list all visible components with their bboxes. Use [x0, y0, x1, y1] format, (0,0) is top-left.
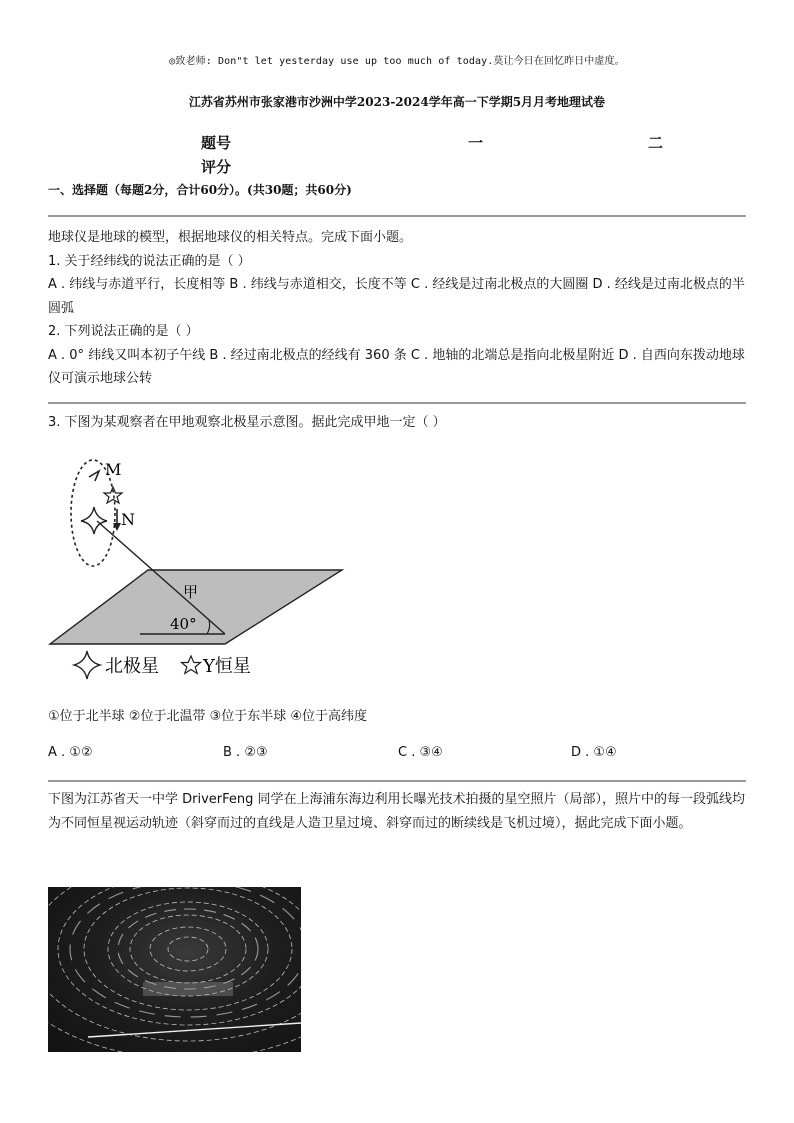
q1-options: A . 纬线与赤道平行，长度相等 B . 纬线与赤道相交，长度不等 C . 经线是过南北极点的大圆圈 D . 经线是过南北极点的半圆弧 — [48, 277, 745, 316]
q2-stem: 2. 下列说法正确的是（ ） — [48, 324, 199, 339]
legend-polaris: 北极星 — [105, 656, 159, 677]
legend-star-icon — [182, 656, 201, 674]
exam-title: 江苏省苏州市张家港市沙洲中学2023-2024学年高一下学期5月月考地理试卷 — [188, 95, 606, 109]
q3-choices — [48, 745, 748, 765]
score-table-row2-label: 评分 — [201, 158, 232, 176]
label-m: M — [105, 460, 122, 479]
divider — [48, 215, 746, 217]
q3-stem: 3. 下图为某观察者在甲地观察北极星示意图。据此完成甲地一定（ ） — [48, 415, 446, 430]
legend-polaris-icon — [74, 651, 100, 679]
section-heading: 一、选择题（每题2分，合计60分）。(共30题；共60分) — [48, 183, 352, 197]
angle-label: 40° — [170, 615, 197, 633]
q1-stem: 1. 关于经纬线的说法正确的是（ ） — [48, 253, 251, 269]
group1-intro: 地球仪是地球的模型，根据地球仪的相关特点。完成下面小题。 — [48, 230, 413, 245]
star-trail-photo — [48, 887, 301, 1052]
divider — [48, 402, 746, 404]
polaris-observation-figure — [45, 455, 365, 685]
motto-line: ◎致老师: Don"t let yesterday use up too much of today.莫让今日在回忆昨日中虚度。 — [169, 56, 625, 67]
choice-a[interactable]: A . ①② — [48, 745, 93, 760]
score-table-row1-label: 题号 — [201, 134, 232, 152]
choice-b[interactable]: B . ②③ — [223, 745, 268, 760]
label-jia: 甲 — [183, 583, 199, 601]
divider — [48, 780, 746, 782]
label-n: N — [121, 510, 135, 529]
star-trail-drawing — [48, 887, 301, 1052]
score-table — [48, 132, 748, 180]
group2-intro: 下图为江苏省天一中学 DriverFeng 同学在上海浦东海边利用长曝光技术拍摄的星空照片（局部），照片中的每一段弧线均为不同恒星视运动轨迹（斜穿而过的直线是人造卫星过境、斜穿而过的断续线是飞机过境），据此完成下面小题。 — [48, 792, 746, 831]
choice-d[interactable]: D . ①④ — [571, 745, 617, 760]
satellite-trail — [88, 1023, 301, 1037]
polaris-star-icon — [81, 507, 107, 534]
q2-options: A . 0° 纬线又叫本初子午线 B . 经过南北极点的经线有 360 条 C . 地轴的北端总是指向北极星附近 D . 自西向东拨动地球仪可演示地球公转 — [48, 347, 745, 386]
y-star-icon — [104, 487, 122, 503]
choice-c[interactable]: C . ③④ — [398, 745, 443, 760]
rotation-arrow — [89, 471, 99, 481]
question-group-1 — [48, 226, 748, 391]
score-table-col1: 一 — [468, 134, 484, 152]
legend-star: Y恒星 — [203, 656, 251, 677]
score-table-col2: 二 — [648, 134, 664, 152]
q3-statements: ①位于北半球 ②位于北温带 ③位于东半球 ④位于高纬度 — [48, 709, 368, 724]
